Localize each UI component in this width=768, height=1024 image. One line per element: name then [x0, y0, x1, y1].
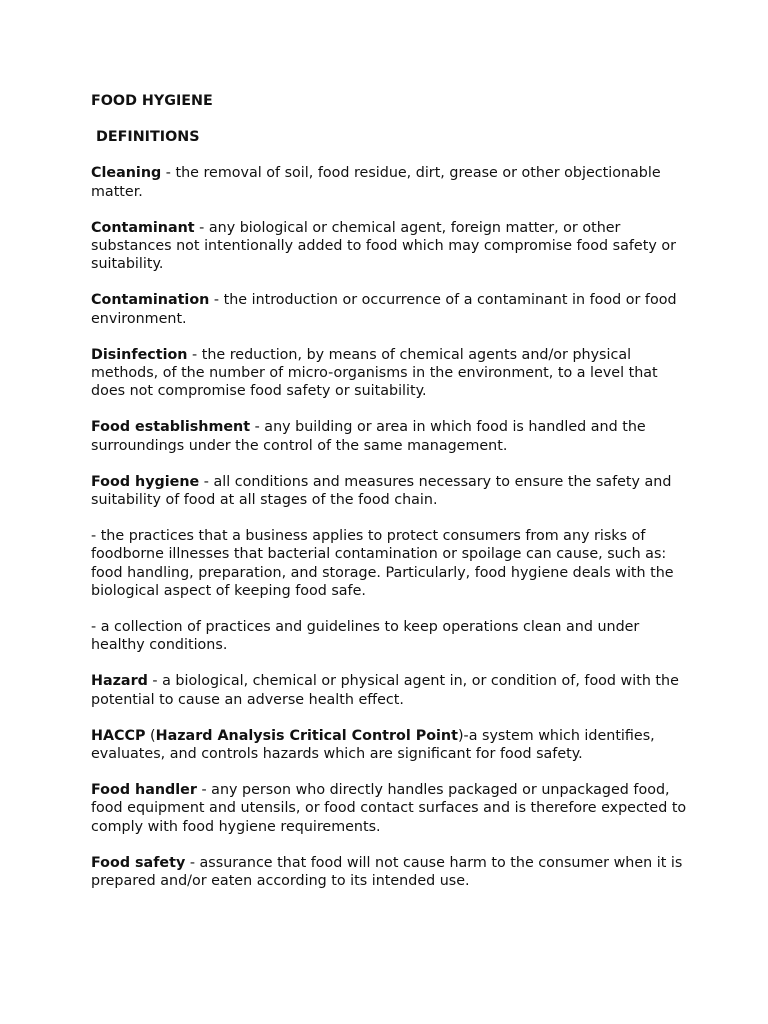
definition-term: Cleaning: [91, 165, 162, 182]
definition-text: - the removal of soil, food residue, dirt, grease or other objectionable matter.: [91, 165, 661, 200]
definition-term: HACCP: [91, 727, 146, 744]
definition-text: )-a system which identifies, evaluates, and controls hazards which are significant for food safety.: [91, 727, 655, 763]
definition-text: - the reduction, by means of chemical agents and/or physical methods, of the number of micro-organisms in the environment, to a level that does not compromise food safety or suitability.: [91, 346, 658, 400]
definition-text: - a biological, chemical or physical agent in, or condition of, food with the potential to cause an adverse health effect.: [91, 673, 679, 708]
definition-food-handler: [91, 781, 691, 836]
food-hygiene-note-2: - a collection of practices and guidelines to keep operations clean and under healthy conditions.: [91, 619, 640, 654]
definition-term: Food handler: [91, 782, 197, 799]
definition-text: - all conditions and measures necessary to ensure the safety and suitability of food at all stages of the food chain.: [91, 473, 672, 509]
definition-contaminant: [91, 219, 691, 274]
definition-term: Food safety: [91, 854, 186, 871]
definition-text: - assurance that food will not cause harm to the consumer when it is prepared and/or eaten according to its intended use.: [91, 854, 683, 890]
definition-food-hygiene: [91, 473, 691, 509]
document-page: [91, 92, 691, 890]
haccp-open-paren: (: [145, 727, 156, 744]
definition-term: Contamination: [91, 292, 210, 309]
definition-term: Contaminant: [91, 219, 195, 236]
definition-term: Food hygiene: [91, 473, 200, 490]
section-heading: DEFINITIONS: [96, 129, 200, 146]
food-hygiene-note-1: - the practices that a business applies to protect consumers from any risks of foodborne illnesses that bacterial contamination or spoilage can cause, such as: food handling, preparation, and storage. Particularly, food hygiene deals with the biological aspect of keeping food safe.: [91, 528, 674, 599]
definition-text: - the introduction or occurrence of a contaminant in food or food environment.: [91, 292, 677, 327]
definition-text: - any person who directly handles packaged or unpackaged food, food equipment and utensils, or food contact surfaces and is therefore expected to comply with food hygiene requirements.: [91, 782, 687, 835]
definition-disinfection: [91, 346, 691, 401]
definition-haccp: [91, 727, 691, 763]
definition-cleaning: [91, 164, 691, 200]
definition-hazard: [91, 672, 691, 708]
document-title: FOOD HYGIENE: [91, 93, 213, 109]
definition-food-establishment: [91, 418, 691, 454]
definition-term: Food establishment: [91, 419, 251, 436]
definition-term: Hazard: [91, 673, 148, 690]
definition-text: - any building or area in which food is handled and the surroundings under the control of the same management.: [91, 419, 646, 454]
definition-contamination: [91, 291, 691, 327]
definition-food-safety: [91, 854, 691, 890]
definition-term: Disinfection: [91, 346, 188, 363]
haccp-expansion: Hazard Analysis Critical Control Point: [155, 727, 458, 744]
definition-text: - any biological or chemical agent, foreign matter, or other substances not intentionally added to food which may compromise food safety or suitability.: [91, 219, 676, 273]
